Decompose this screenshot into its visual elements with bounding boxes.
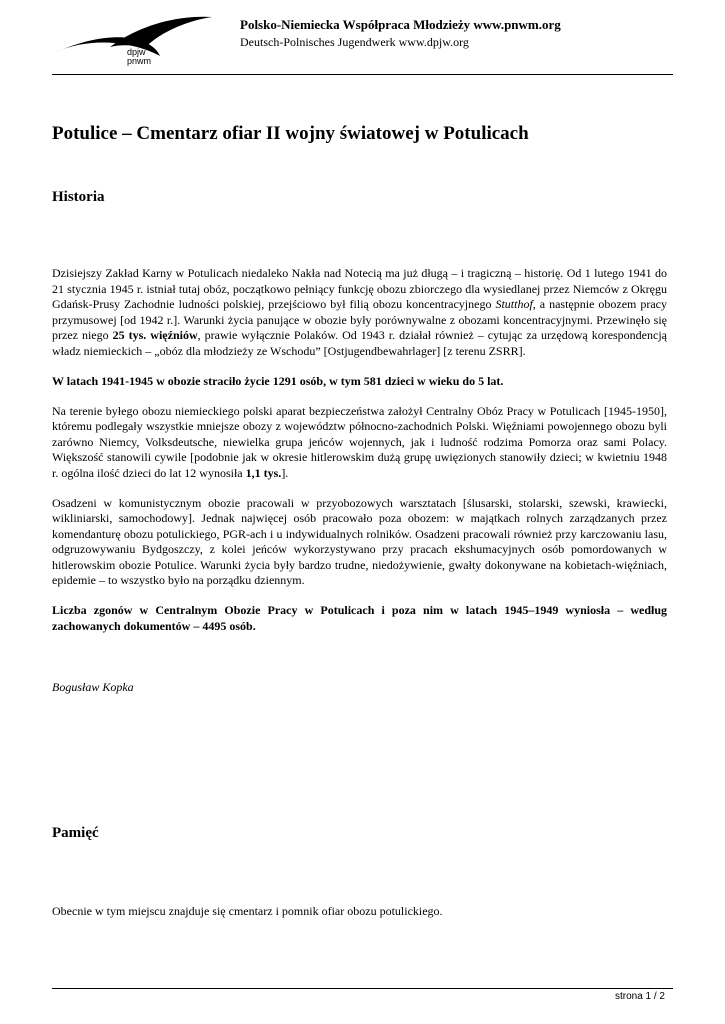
header-divider <box>52 74 673 75</box>
paragraph-postwar-camp: Na terenie byłego obozu niemieckiego polski aparat bezpieczeństwa założył Centralny Obóz Pracy w Potulicach [1945-1950], któremu podlegały wszystkie mniejsze obozy z województw północno-zachodnich Polski. Więźniami powojennego obozu byli zarówno Niemcy, Volksdeutsche, niewielka grupa jeńców wojennych, jak i ludność rodzima Pomorza oraz sami Polacy. Większość stanowili cywile [podobnie jak w okresie hitlerowskim dużą grupę uwięzionych stanowiły dzieci; w kwietniu 1948 r. ogólna ilość dzieci do lat 12 wynosiła 1,1 tys.]. <box>52 403 667 480</box>
logo-wordmark <box>127 48 151 66</box>
author-signature: Bogusław Kopka <box>52 680 134 694</box>
paragraph-death-toll-1941: W latach 1941-1945 w obozie straciło życie 1291 osób, w tym 581 dzieci w wieku do 5 lat. <box>52 373 504 388</box>
header-line-pnwm: Polsko-Niemiecka Współpraca Młodzieży www.pnwm.org <box>240 17 561 32</box>
memorial-body <box>52 904 667 920</box>
paragraph-memorial: Obecnie w tym miejscu znajduje się cmentarz i pomnik ofiar obozu potulickiego. <box>52 904 443 918</box>
emphasis-stutthof: Stutthof <box>495 297 533 311</box>
section-heading-historia: Historia <box>52 189 105 205</box>
article-body <box>52 266 667 634</box>
emphasis-prisoner-count: 25 tys. więźniów <box>112 328 198 342</box>
footer-divider <box>52 988 673 989</box>
paragraph-death-toll-1945: Liczba zgonów w Centralnym Obozie Pracy w Potulicach i poza nim w latach 1945–1949 wyniosła – według zachowanych dokumentów – 4495 osób. <box>52 603 667 633</box>
paragraph-history-intro: Dzisiejszy Zakład Karny w Potulicach niedaleko Nakła nad Notecią ma już długą – i tragiczną – historię. Od 1 lutego 1941 do 21 stycznia 1945 r. istniał tutaj obóz, początkowo pełniący funkcję obozu zbiorczego dla wysiedlanej przez Niemców z Okręgu Gdańsk-Prusy Zachodnie ludności polskiej, przejściowo był filią obozu koncentracyjnego Stutthof, a następnie obozem pracy przymusowej [od 1942 r.]. Warunki życia panujące w obozie były porównywalne z obozami koncentracyjnymi. Przewinęło się przez niego 25 tys. więźniów, prawie wyłącznie Polaków. Od 1943 r. działał również – cytując za urzędową korespondencją władz niemieckich – „obóz dla młodzieży ze Wschodu” [Ostjugendbewahrlager] [z terenu ZSRR]. <box>52 266 668 358</box>
logo-text-dpjw: dpjw <box>127 47 146 57</box>
page-number: strona 1 / 2 <box>614 991 665 1002</box>
emphasis-children-count: 1,1 tys. <box>245 465 282 480</box>
logo-text-pnwm: pnwm <box>127 56 152 66</box>
section-heading-pamiec: Pamięć <box>52 825 99 841</box>
page-title: Potulice – Cmentarz ofiar II wojny światowej w Potulicach <box>52 123 529 144</box>
header-line-dpjw: Deutsch-Polnisches Jugendwerk www.dpjw.org <box>240 35 469 49</box>
paragraph-forced-labor: Osadzeni w komunistycznym obozie pracowali w przyobozowych warsztatach [ślusarski, stolarski, szewski, krawiecki, wikliniarski, samochodowy]. Jednak najwięcej osób pracowało poza obozem: w majątkach rolnych zarządzanych przez komendanturę obozu potulickiego, PGR-ach i u indywidualnych rolników. Osadzeni pracowali również przy karczowaniu lasu, odgruzowywaniu Bydgoszczy, z kolei jeńców wykorzystywano przy pracach ekshumacyjnych osób pomordowanych w hitlerowskim obozie Potulice. Warunki życia były bardzo trudne, niedożywienie, gwałty dokonywane na kobietach-więźniach, epidemie – to wszystko było na porządku dziennym. <box>52 495 667 587</box>
logo-swoosh-upper <box>110 17 212 49</box>
